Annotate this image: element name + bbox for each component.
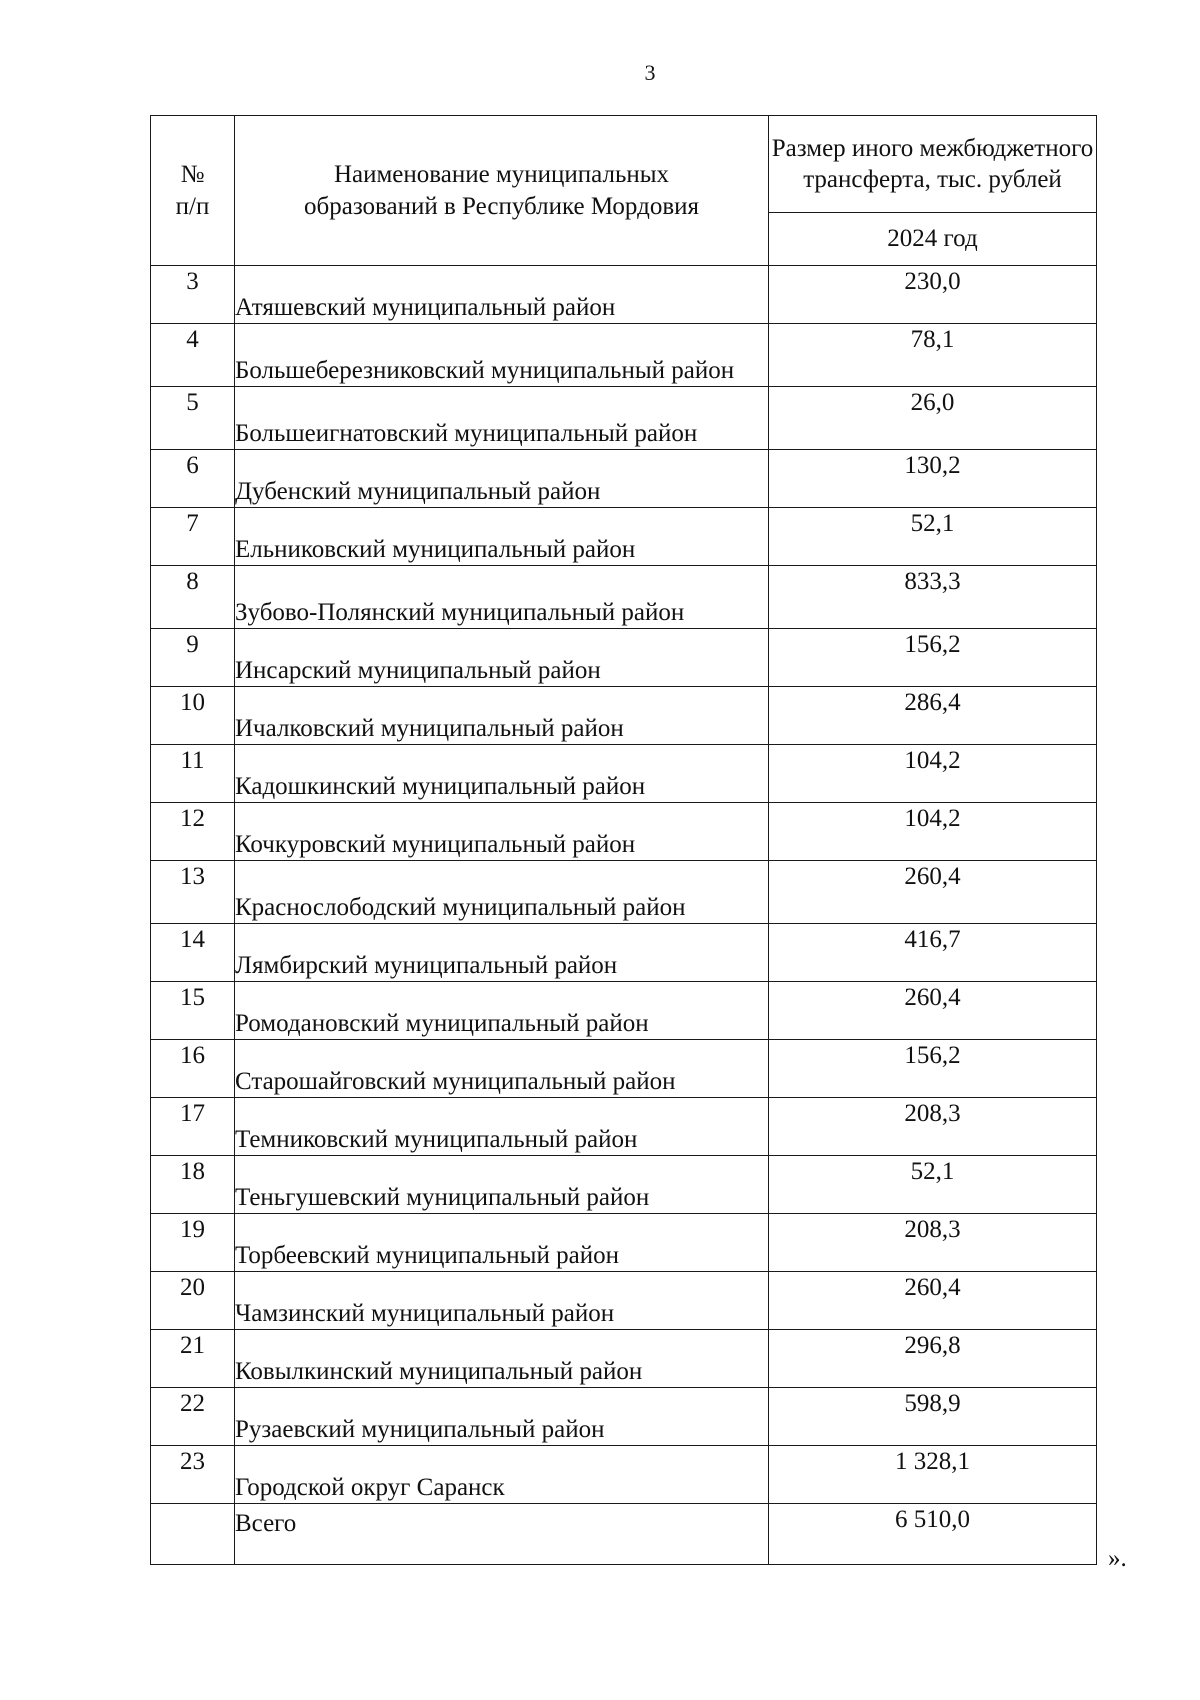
table-row — [151, 1040, 1097, 1098]
row-value: 416,7 — [769, 924, 1097, 982]
total-number — [151, 1504, 235, 1565]
row-value: 208,3 — [769, 1098, 1097, 1156]
row-name: Кочкуровский муниципальный район — [235, 803, 769, 861]
header-number — [151, 116, 235, 266]
table-row — [151, 1214, 1097, 1272]
row-number: 3 — [151, 266, 235, 324]
row-number: 21 — [151, 1330, 235, 1388]
row-name: Ковылкинский муниципальный район — [235, 1330, 769, 1388]
table-row — [151, 1330, 1097, 1388]
row-value: 78,1 — [769, 324, 1097, 387]
row-number: 22 — [151, 1388, 235, 1446]
header-number-label: № п/п — [175, 161, 210, 220]
row-number: 11 — [151, 745, 235, 803]
row-name: Инсарский муниципальный район — [235, 629, 769, 687]
header-value-title-label: Размер иного межбюджетного трансферта, тыс. рублей — [771, 134, 1094, 193]
row-value: 52,1 — [769, 1156, 1097, 1214]
row-value: 156,2 — [769, 629, 1097, 687]
row-name: Зубово-Полянский муниципальный район — [235, 566, 769, 629]
row-name: Чамзинский муниципальный район — [235, 1272, 769, 1330]
row-name: Теньгушевский муниципальный район — [235, 1156, 769, 1214]
table-row — [151, 387, 1097, 450]
table-row — [151, 566, 1097, 629]
table-row — [151, 508, 1097, 566]
row-value: 52,1 — [769, 508, 1097, 566]
row-name: Темниковский муниципальный район — [235, 1098, 769, 1156]
row-value: 286,4 — [769, 687, 1097, 745]
table-total-row — [151, 1504, 1097, 1565]
table-row — [151, 687, 1097, 745]
row-value: 296,8 — [769, 1330, 1097, 1388]
table-row — [151, 629, 1097, 687]
table-row — [151, 450, 1097, 508]
row-number: 17 — [151, 1098, 235, 1156]
row-number: 14 — [151, 924, 235, 982]
table-row — [151, 266, 1097, 324]
table-row — [151, 982, 1097, 1040]
row-name: Кадошкинский муниципальный район — [235, 745, 769, 803]
table-row — [151, 1272, 1097, 1330]
page-number: 3 — [644, 60, 656, 85]
table-row — [151, 861, 1097, 924]
row-name: Торбеевский муниципальный район — [235, 1214, 769, 1272]
row-number: 15 — [151, 982, 235, 1040]
row-number: 9 — [151, 629, 235, 687]
row-number: 13 — [151, 861, 235, 924]
table-header-row — [151, 116, 1097, 213]
row-number: 10 — [151, 687, 235, 745]
row-number: 7 — [151, 508, 235, 566]
total-label: Всего — [235, 1504, 769, 1565]
closing-quote: ». — [1108, 1545, 1127, 1572]
row-value: 156,2 — [769, 1040, 1097, 1098]
row-number: 16 — [151, 1040, 235, 1098]
row-value: 208,3 — [769, 1214, 1097, 1272]
row-name: Большеберезниковский муниципальный район — [235, 324, 769, 387]
row-number: 19 — [151, 1214, 235, 1272]
row-name: Рузаевский муниципальный район — [235, 1388, 769, 1446]
row-number: 8 — [151, 566, 235, 629]
row-number: 20 — [151, 1272, 235, 1330]
table-row — [151, 803, 1097, 861]
row-number: 12 — [151, 803, 235, 861]
row-value: 130,2 — [769, 450, 1097, 508]
header-year — [769, 213, 1097, 266]
table-row — [151, 924, 1097, 982]
row-name: Краснослободский муниципальный район — [235, 861, 769, 924]
total-value: 6 510,0 — [769, 1504, 1097, 1565]
row-name: Старошайговский муниципальный район — [235, 1040, 769, 1098]
row-number: 23 — [151, 1446, 235, 1504]
header-name — [235, 116, 769, 266]
table-row — [151, 324, 1097, 387]
table-row — [151, 745, 1097, 803]
transfer-table — [150, 115, 1097, 1565]
row-value: 26,0 — [769, 387, 1097, 450]
row-name: Ичалковский муниципальный район — [235, 687, 769, 745]
row-value: 260,4 — [769, 861, 1097, 924]
row-name: Ромодановский муниципальный район — [235, 982, 769, 1040]
row-value: 260,4 — [769, 1272, 1097, 1330]
row-value: 230,0 — [769, 266, 1097, 324]
row-value: 1 328,1 — [769, 1446, 1097, 1504]
header-value-title — [769, 116, 1097, 213]
table-row — [151, 1446, 1097, 1504]
table-row — [151, 1156, 1097, 1214]
row-value: 260,4 — [769, 982, 1097, 1040]
row-name: Большеигнатовский муниципальный район — [235, 387, 769, 450]
row-number: 18 — [151, 1156, 235, 1214]
row-name: Дубенский муниципальный район — [235, 450, 769, 508]
row-number: 5 — [151, 387, 235, 450]
table-row — [151, 1098, 1097, 1156]
row-name: Городской округ Саранск — [235, 1446, 769, 1504]
row-name: Лямбирский муниципальный район — [235, 924, 769, 982]
row-name: Ельниковский муниципальный район — [235, 508, 769, 566]
header-name-label: Наименование муниципальных образований в Республике Мордовия — [304, 161, 699, 220]
row-value: 104,2 — [769, 745, 1097, 803]
row-value: 598,9 — [769, 1388, 1097, 1446]
row-name: Атяшевский муниципальный район — [235, 266, 769, 324]
table-row — [151, 1388, 1097, 1446]
header-year-label: 2024 год — [887, 225, 978, 253]
row-value: 833,3 — [769, 566, 1097, 629]
table-body — [151, 266, 1097, 1565]
row-value: 104,2 — [769, 803, 1097, 861]
row-number: 4 — [151, 324, 235, 387]
row-number: 6 — [151, 450, 235, 508]
